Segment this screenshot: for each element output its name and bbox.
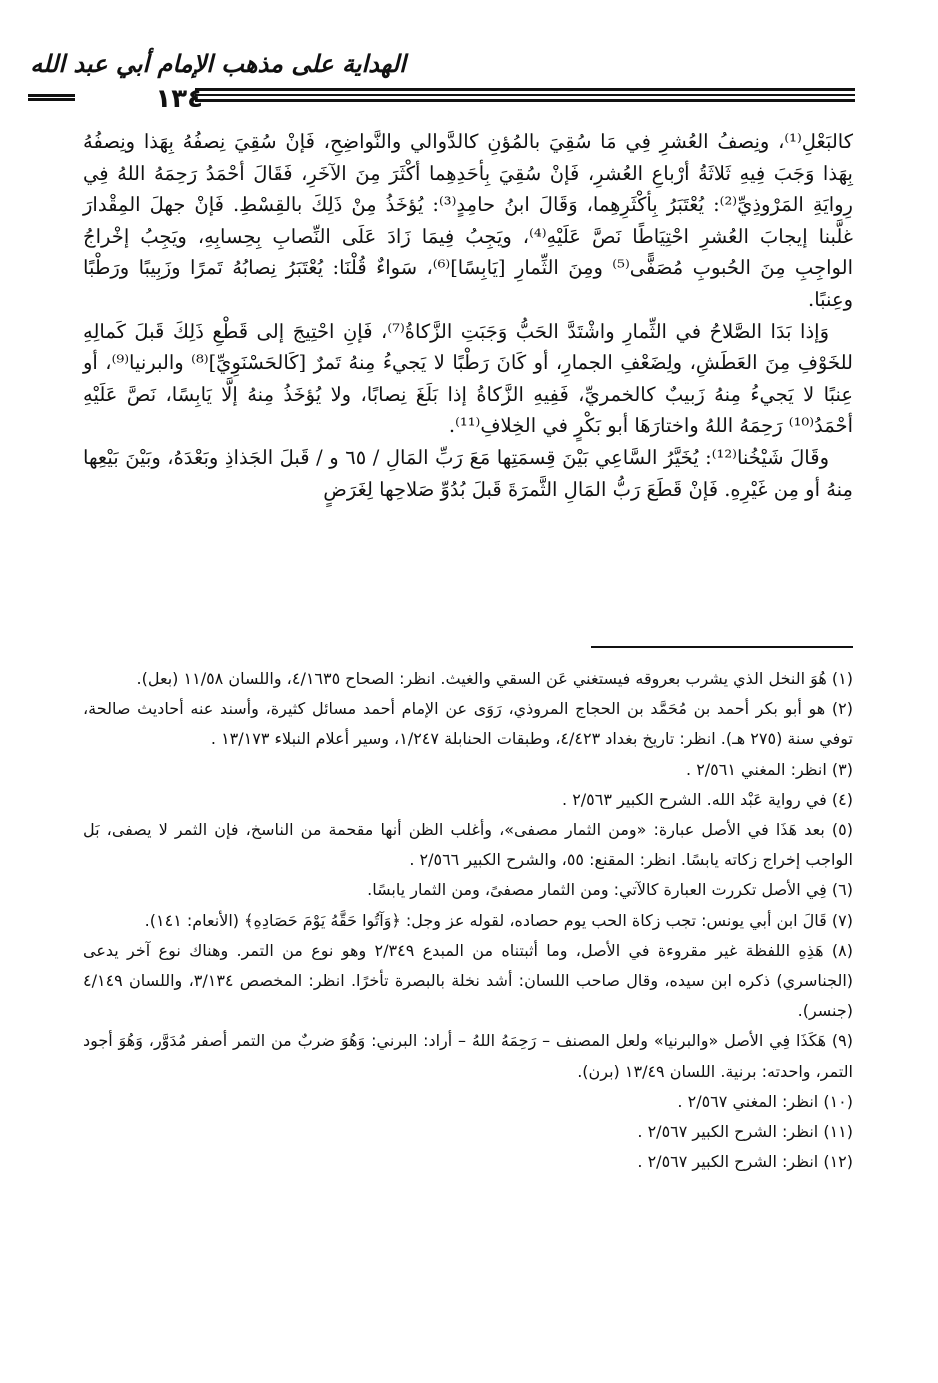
footnote: (٧) قَالَ ابن أبي يونس: تجب زكاة الحب يوم حصاده، لقوله عز وجل: ﴿وَآتُوا حَقَّهُ يَوْمَ حَصَادِهِ﴾ (الأنعام: ١٤١).	[144, 910, 853, 930]
footnote: (٦) فِي الأصل تكررت العبارة كالآتي: ومن الثمار مصفىً، ومن الثمار يابسًا.	[367, 880, 853, 900]
footnote: (٤) في رواية عَبْد الله. الشرح الكبير ٢/٥٦٣ .	[562, 789, 853, 809]
footnote: (٨) هَذِهِ اللفظة غير مقروءة في الأصل، وما أثبتناه من المبدع ٢/٣٤٩ وهو نوع من التمر. وهناك نوع آخر يدعى (الجناسري) ذكره ابن سيده، وقال صاحب اللسان: أشد نخلة بالبصرة تأخرًا. انظر: المخصص ٣/١٣٤، واللسان ٤/١٤٩ (جنسر).	[83, 940, 854, 1021]
footnote: (٢) هو أبو بكر أحمد بن مُحَمَّد بن الحجاج المروذي، رَوَى عن الإمام أحمد مسائل كثيرة، وأسند عنه أحاديث صالحة، توفي سنة (٢٧٥ هـ). انظر: تاريخ بغداد ٤/٤٢٣، وطبقات الحنابلة ١/٢٤٧، وسير أعلام النبلاء ١٣/١٧٣ .	[83, 699, 853, 749]
header-rule-right	[195, 88, 855, 102]
footnote: (٩) هَكَذَا فِي الأصل «والبرنيا» ولعل المصنف – رَحِمَهُ اللهُ – أراد: البرني: وَهُوَ ضربٌ من التمر أصفر مُدَوَّر، وَهُوَ أجود التمر، واحدته: برنية. اللسان ١٣/٤٩ (برن).	[83, 1031, 853, 1081]
footnote: (١) هُوَ النخل الذي يشرب بعروقه فيستغني عَن السقي والغيث. انظر: الصحاح ٤/١٦٣٥، واللسان ١١/٥٨ (بعل).	[136, 669, 853, 688]
footnote-divider	[591, 646, 853, 648]
footnote: (٣) انظر: المغني ٢/٥٦١ .	[686, 759, 853, 779]
page-number: ١٣٤	[155, 84, 203, 114]
main-text	[83, 126, 853, 505]
paragraph: وَإذا بَدَا الصَّلاحُ في الثِّمارِ واشْتَدَّ الحَبُّ وَجَبَتِ الزَّكاةُ⁽⁷⁾، فَإنِ احْتِيجَ إلى قَطْعِ ذَلِكَ قَبلَ كَمالِهِ للخَوْفِ مِنَ العَطَشِ، ولِضَعْفِ الجمارِ، أو كَانَ رَطْبًا لا يَجيءُ مِنهُ تَمرٌ [كَالحَسْنَوِيِّ]⁽⁸⁾ والبرنيا⁽⁹⁾، أو عِنبًا لا يَجيءُ مِنهُ زَبيبٌ كالخمريِّ، فَفِيهِ الزَّكاةُ إذا بَلَغَ نِصابًا، ولا يُؤخَذُ مِنهُ إلَّا يَابِسًا، نَصَّ عَلَيْهِ أحْمَدُ⁽¹⁰⁾ رَحِمَهُ اللهُ واختارَهَا أبو بَكْرٍ في الخِلافِ⁽¹¹⁾.	[83, 319, 853, 438]
header-rule-left	[28, 94, 75, 101]
footnote: (١١) انظر: الشرح الكبير ٢/٥٦٧ .	[637, 1122, 853, 1142]
footnotes	[83, 664, 853, 1177]
footnote: (١٠) انظر: المغني ٢/٥٦٧ .	[677, 1091, 853, 1111]
footnote: (١٢) انظر: الشرح الكبير ٢/٥٦٧ .	[637, 1152, 853, 1172]
running-title: الهداية على مذهب الإمام أبي عبد الله	[30, 50, 406, 78]
paragraph: وقَالَ شَيْخُنا⁽¹²⁾: يُخَيَّرُ السَّاعِي بَيْنَ قِسمَتِها مَعَ رَبِّ المَالِ / ٦٥ و / قَبلَ الجَذاذِ وبَعْدَهُ، وبَيْنَ بَيْعِها مِنهُ أو مِن غَيْرِهِ. فَإنْ قَطَعَ رَبُّ المَالِ الثَّمرَةَ قَبلَ بُدُوِّ صَلاحِها لِغَرَضٍ	[83, 445, 853, 501]
paragraph: كالبَعْلِ⁽¹⁾، ونِصفُ العُشرِ فِي مَا سُقِيَ بالمُؤنِ كالدَّوالي والنَّواضِحِ، فَإنْ سُقِيَ نِصفُهُ بِهَذا ونِصفُهُ بِهَذا وَجَبَ فِيهِ ثَلاثَةُ أرْباعِ العُشرِ، فَإنْ سُقِيَ بِأحَدِهِما أكْثَرَ مِنَ الآخَرِ، فَقَالَ أحْمَدُ رَحِمَهُ اللهُ فِي رِوايَةِ المَرْوذِيِّ⁽²⁾: يُعْتَبَرُ بِأكْثَرِهِما، وَقَالَ ابنُ حامِدٍ⁽³⁾: يُؤخَذُ مِنْ ذَلِكَ بالقِسْطِ. فَإنْ جهلَ المِقْدارَ غلَّبنا إيجابَ العُشرِ احْتِيَاطًا نَصَّ عَلَيْهِ⁽⁴⁾، ويَجِبُ فِيمَا زَادَ عَلَى النِّصابِ بِحِسابِهِ، ويَجِبُ إخْراجُ الواجِبِ مِنَ الحُبوبِ مُصَفًّى⁽⁵⁾ ومِنَ الثِّمارِ [يَابِسًا]⁽⁶⁾، سَواءٌ قُلْنَا: يُعْتَبَرُ نِصابُهُ تَمرًا وزَبِيبًا ورَطْبًا وعِنبًا.	[83, 130, 854, 311]
footnote: (٥) بعد هَذَا في الأصل عبارة: «ومن الثمار مصفى»، وأغلب الظن أنها مقحمة من الناسخ، فإن الثمر لا يصفى، بَل الواجب إخراج زكاته يابسًا. انظر: المقنع: ٥٥، والشرح الكبير ٢/٥٦٦ .	[83, 820, 853, 870]
